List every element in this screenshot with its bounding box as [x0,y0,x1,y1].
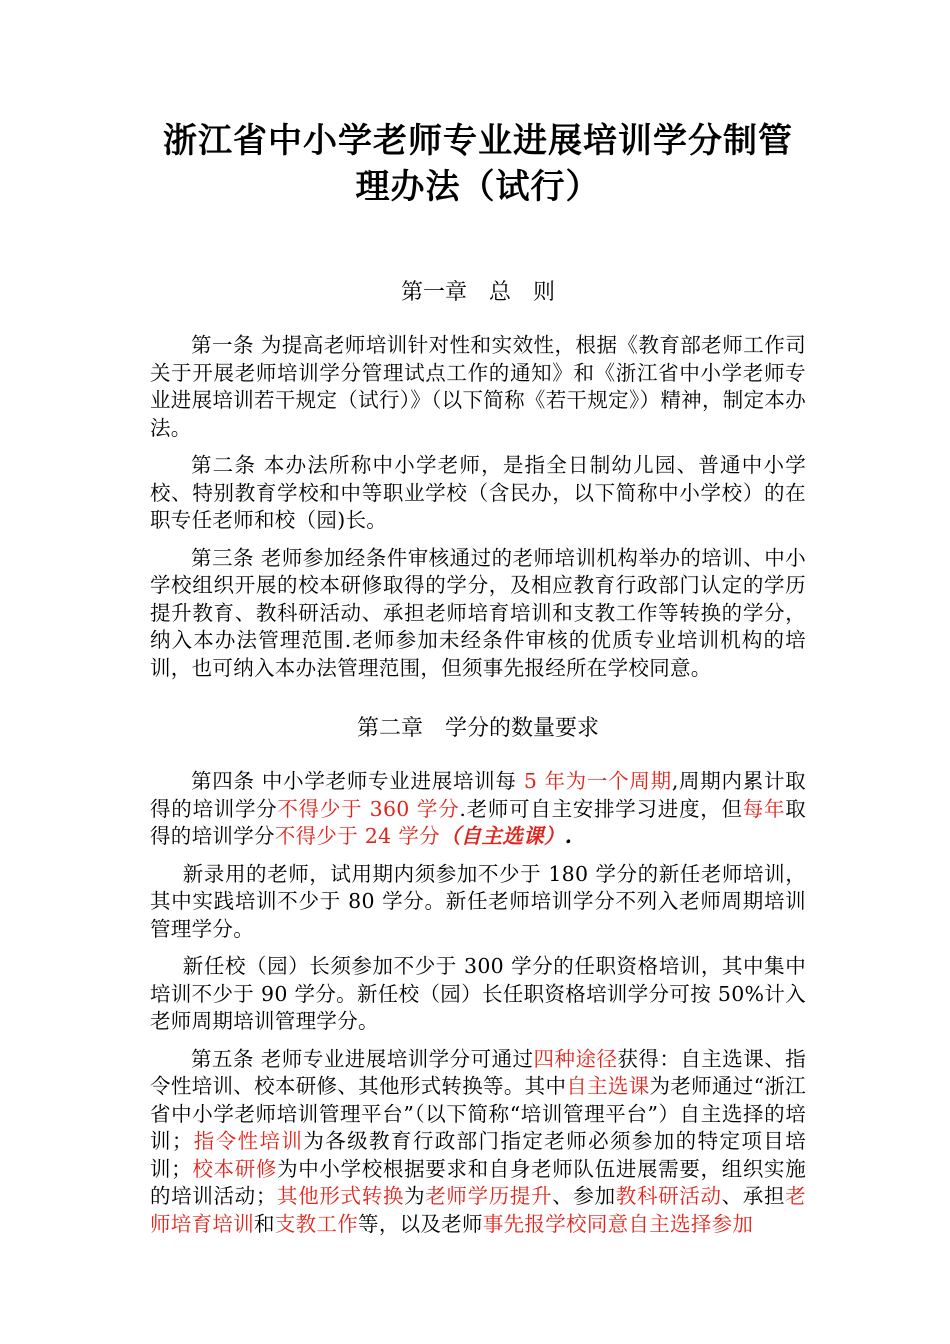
title-line-1: 浙江省中小学老师专业进展培训学分制管 [163,121,793,161]
article-5-text: 为老师通过“浙江省中小学老师培训管理平台”（以下简称“培训管理平台”）自主选择的培训； [150,1074,807,1153]
document-page [150,118,806,1238]
article-5-text: 第五条 老师专业进展培训学分可通过 [191,1046,534,1071]
new-teacher-paragraph: 新录用的老师，试用期内须参加不少于 180 学分的新任老师培训，其中实践培训不少于 80 学分。新任老师培训学分不列入老师周期培训管理学分。 [150,861,806,941]
highlight-other-forms: 其他形式转换 [276,1184,405,1208]
article-1: 第一条 为提高老师培训针对性和实效性，根据《教育部老师工作司关于开展老师培训学分管理试点工作的通知》和《浙江省中小学老师专业进展培训若干规定（试行）》（以下简称《若干规定》）精神，制定本办法。 [150,333,806,440]
article-4-text: . [564,824,573,848]
article-5-text: 为中小学校根据要求和自身老师队伍进展需要，组织实施的培训活动； [150,1156,807,1208]
highlight-prior-approval: 事先报学校同意自主选择参加 [482,1211,754,1236]
highlight-yearly-credits: 不得少于 24 学分 [274,824,440,848]
article-4-text: ,周期内累计取得的培训学分 [150,769,806,821]
highlight-yearly: 每年 [742,796,786,821]
article-5-text: 获得：自主选课、指令性培训、校本研修、其他形式转换等。其中 [150,1046,806,1098]
article-5-text: 、参加 [552,1184,616,1208]
article-5-text: 为各级教育行政部门指定老师必须参加的特定项目培训； [150,1129,806,1181]
article-4-text: .老师可自主安排学习进度，但 [459,796,743,821]
document-title [150,118,806,210]
highlight-self-selected-course: 自主选课 [566,1074,650,1098]
article-5 [150,1046,806,1239]
new-principal-paragraph: 新任校（园）长须参加不少于 300 学分的任职资格培训，其中集中培训不少于 90 学分。新任校（园）长任职资格培训学分可按 50%计入老师周期培训管理学分。 [150,954,806,1033]
highlight-teacher-training: 老师培育培训 [150,1184,806,1236]
highlight-mandatory-training: 指令性培训 [192,1129,304,1153]
chapter-2-heading: 第二章 学分的数量要求 [356,716,599,741]
chapter-1-heading: 第一章 总 则 [400,280,555,305]
article-5-text: 和 [254,1211,275,1236]
article-3: 第三条 老师参加经条件审核通过的老师培训机构举办的培训、中小学校组织开展的校本研修取得的学分，及相应教育行政部门认定的学历提升教育、教科研活动、承担老师培育培训和支教工作等转换的学分，纳入本办法管理范围.老师参加未经条件审核的优质专业培训机构的培训，也可纳入本办法管理范围，但须事先报经所在学校同意。 [150,545,806,680]
article-2: 第二条 本办法所称中小学老师，是指全日制幼儿园、普通中小学校、特别教育学校和中等职业学校（含民办，以下简称中小学校）的在职专任老师和校（园)长。 [150,453,806,532]
highlight-four-ways: 四种途径 [533,1046,618,1071]
highlight-school-based: 校本研修 [191,1156,278,1181]
article-5-text: 、承担 [721,1184,786,1208]
article-4 [150,768,806,851]
highlight-self-selected: （自主选课） [439,824,565,848]
article-5-text: 为 [404,1184,426,1208]
highlight-research: 教科研活动 [615,1184,722,1208]
highlight-total-credits: 不得少于 360 学分 [277,796,460,821]
article-4-text: 取得的培训学分 [150,796,806,848]
article-4-text: 第四条 中小学老师专业进展培训每 [191,769,524,793]
highlight-cycle: 5 年为一个周期 [523,769,672,793]
title-line-2: 理办法（试行） [355,167,601,207]
article-5-text: 等，以及老师 [358,1211,483,1236]
highlight-degree: 老师学历提升 [425,1184,553,1208]
highlight-support-teaching: 支教工作 [274,1211,359,1236]
